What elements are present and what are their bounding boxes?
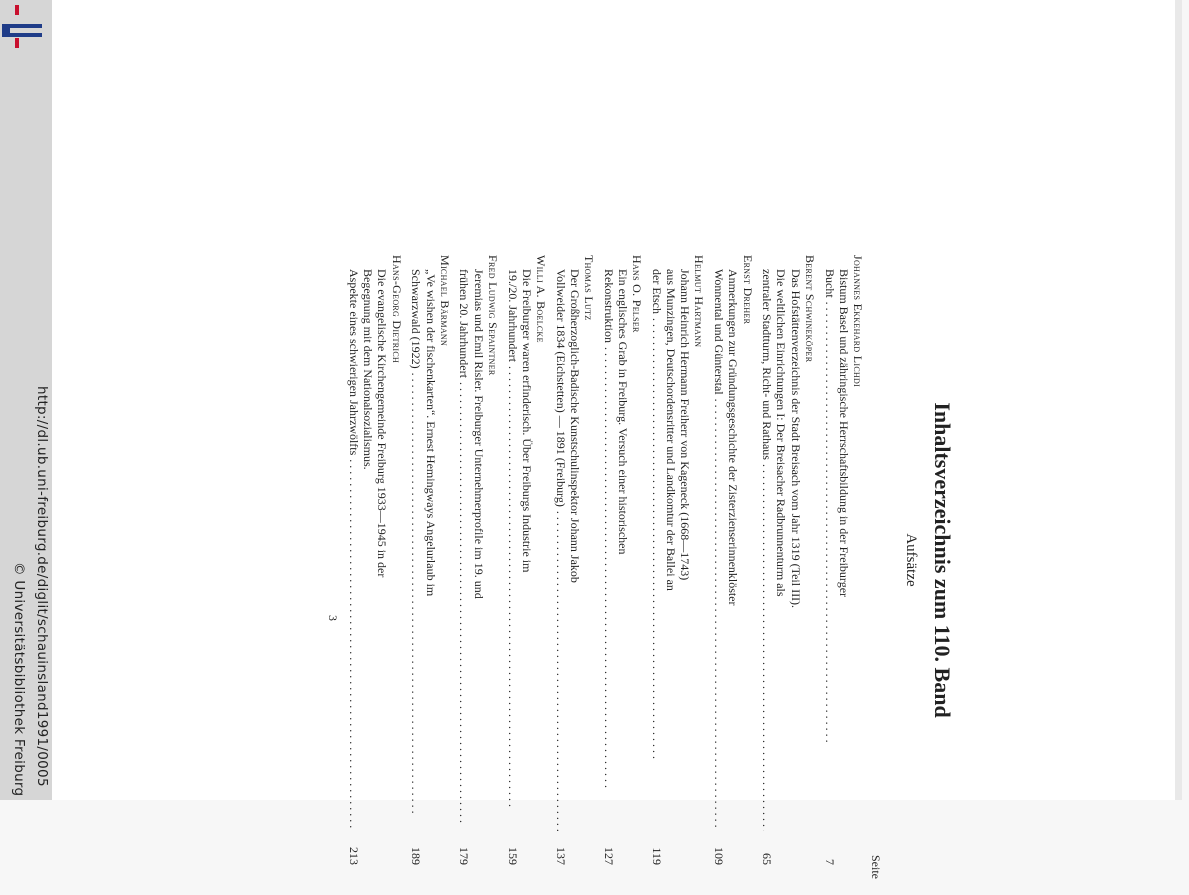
- toc-title-line: zentraler Stadtturm, Richt- und Rathaus . . . 65: [760, 255, 774, 865]
- page-number: 3: [326, 615, 340, 621]
- toc-title-line: Bistum Basel und zähringische Herrschaftsbildung in der Freiburger: [836, 269, 851, 598]
- toc-title-line: Rekonstruktion . . . 127: [602, 255, 616, 865]
- leader-dots: [505, 366, 519, 831]
- toc-entry: [760, 255, 817, 895]
- toc-title-line: Vollweider 1834 (Eichstetten) — 1891 (Freiburg) . . . 137: [553, 255, 567, 865]
- toc-title-line: „Ve wishen der fischenkarten“. Ernest Hemingways Angelurlaub im: [423, 269, 438, 597]
- toc-entry: [409, 255, 452, 895]
- toc-title-line: Das Hofstättenverzeichnis der Stadt Breisach vom Jahr 1319 (Teil III).: [788, 269, 803, 609]
- toc-page-number: 213: [347, 847, 361, 865]
- leader-dots: [457, 382, 471, 831]
- rotated-page-content: [235, 255, 955, 879]
- toc-author: Thomas Lutz: [582, 255, 597, 321]
- toc-page-number: 159: [505, 847, 520, 865]
- toc-author: Helmut Hartmann: [692, 255, 707, 348]
- toc-page-number: 127: [601, 847, 616, 865]
- toc-entry: [650, 255, 707, 895]
- page-title: Inhaltsverzeichnis zum 110. Band: [930, 402, 955, 718]
- toc-title-line: Anmerkungen zur Gründungsgeschichte der Zisterzienserinnenklöster: [726, 269, 741, 606]
- leader-dots: [650, 318, 664, 831]
- toc-title-line: Johann Heinrich Hermann Freiherr von Kageneck (1668—1743): [678, 269, 693, 581]
- toc-entry: [602, 255, 645, 895]
- library-logo-icon[interactable]: [0, 0, 48, 52]
- toc-entry: [457, 255, 500, 895]
- toc-page-number: 65: [760, 853, 775, 865]
- source-url-link[interactable]: http://dl.ub.uni-freiburg.de/diglit/schauinsland1991/0005: [34, 386, 50, 787]
- toc-author: Johannes Ekkehard Lichdi: [851, 255, 865, 388]
- toc-title-line: aus Munzingen, Deutschordensritter und Landkomtur der Ballei an: [664, 269, 679, 591]
- copyright-text: © Universitätsbibliothek Freiburg: [11, 562, 27, 797]
- toc-title-line: Bucht . . . 7: [822, 255, 836, 865]
- leader-dots: [822, 302, 836, 831]
- leader-dots: [712, 399, 726, 831]
- toc-title-line: Wonnental und Günterstal . . . 109: [712, 255, 726, 865]
- toc-entry: [553, 255, 596, 895]
- toc-title-line: Ein englisches Grab in Freiburg. Versuch einer historischen: [615, 269, 630, 555]
- toc-author: Ernst Dreher: [740, 255, 755, 325]
- toc-title-line: Schwarzwald (1922) . . . 189: [409, 255, 423, 865]
- section-heading: Aufsätze: [903, 533, 919, 587]
- toc-entries: [341, 255, 865, 895]
- leader-dots: [760, 464, 774, 831]
- leader-dots: [347, 459, 361, 831]
- sidebar: [0, 0, 52, 800]
- toc-page-number: 137: [553, 847, 568, 865]
- toc-title-line: Die evangelische Kirchengemeinde Freiburg 1933—1945 in der: [375, 269, 390, 578]
- toc-author: Willi A. Boelcke: [533, 255, 548, 343]
- toc-page-number: 109: [712, 847, 727, 865]
- toc-page-number: 119: [649, 847, 664, 865]
- toc-page-number: 189: [409, 847, 424, 865]
- toc-author: Fred Ludwig Sepaintner: [485, 255, 500, 376]
- leader-dots: [409, 373, 423, 831]
- toc-author: Berent Schwineköper: [802, 255, 817, 363]
- toc-title-line: Aspekte eines schwierigen Jahrzwölfts . . . 213: [347, 255, 361, 865]
- toc-title-line: Jeremias und Emil Risler. Freiburger Unternehmerprofile im 19. und: [471, 269, 486, 599]
- toc-entry: [712, 255, 755, 895]
- toc-page-number: 179: [457, 847, 472, 865]
- toc-page-number: 7: [822, 859, 837, 865]
- toc-title-line: der Etsch . . . 119: [650, 255, 664, 865]
- toc-title-line: frühen 20. Jahrhundert . . . 179: [457, 255, 471, 865]
- toc-title-line: Der Großherzoglich-Badische Kunstschulinspektor Johann Jakob: [567, 269, 582, 583]
- leader-dots: [602, 347, 616, 831]
- toc-title-line: Begegnung mit dem Nationalsozialismus.: [361, 269, 376, 470]
- toc-entry: [505, 255, 548, 895]
- toc-title-line: 19./20. Jahrhundert . . . 159: [505, 255, 519, 865]
- toc-title-line: Die weltlichen Einrichtungen I: Der Breisacher Radbrunnenturm als: [774, 269, 789, 597]
- toc-entry: [347, 255, 404, 895]
- toc-entry: [822, 255, 865, 895]
- toc-author: Hans-Georg Dietrich: [389, 255, 404, 364]
- leader-dots: [553, 511, 567, 831]
- page-edge: [1175, 0, 1182, 800]
- toc-author: Hans O. Pelser: [630, 255, 645, 333]
- toc-title-line: Die Freiburger waren erfinderisch. Über Freiburgs Industrie im: [519, 269, 534, 573]
- page-column-label: Seite: [869, 855, 883, 879]
- toc-author: Michael Bärmann: [437, 255, 452, 347]
